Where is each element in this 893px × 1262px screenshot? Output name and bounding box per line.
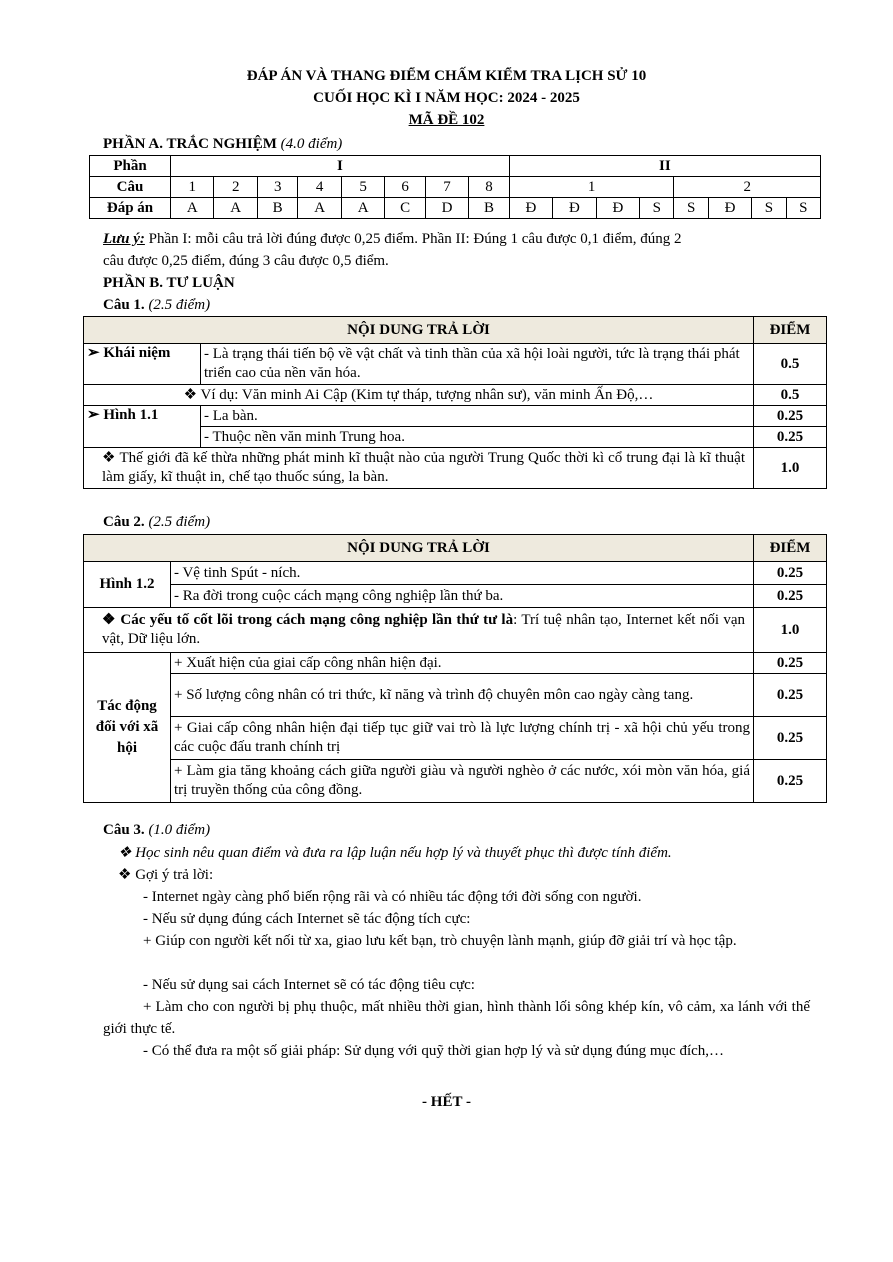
figure-answer: - Thuộc nền văn minh Trung hoa.: [201, 427, 754, 448]
question-cell: 8: [469, 177, 509, 198]
answer-cell: C: [385, 198, 425, 219]
q3-line: + Làm cho con người bị phụ thuộc, mất nhiều thời gian, hình thành lối sông khép kín, vô cảm, xa lánh với thế giới thực tế.: [103, 999, 810, 1037]
score-cell: 0.25: [754, 760, 827, 803]
score-cell: 0.25: [754, 674, 827, 717]
question-cell: 1: [171, 177, 214, 198]
inventions-text: ❖ Thế giới đã kế thừa những phát minh kĩ thuật nào của người Trung Quốc thời kì cổ trung đại là kĩ thuật làm giấy, kĩ thuật in, chế tạo thuốc súng, la bàn.: [84, 448, 754, 489]
table-row: [84, 674, 827, 717]
table-row: [84, 760, 827, 803]
answer-cell: B: [469, 198, 509, 219]
answer-cell: Đ: [509, 198, 552, 219]
row-label: Đáp án: [90, 198, 171, 219]
answer-cell: A: [341, 198, 384, 219]
part-a-heading: PHẦN A. TRẮC NGHIỆM (4.0 điểm): [103, 136, 343, 152]
answer-cell: A: [214, 198, 257, 219]
table-row: [90, 177, 821, 198]
table-row: [84, 653, 827, 674]
q3-line: - Nếu sử dụng đúng cách Internet sẽ tác động tích cực:: [143, 911, 471, 927]
part-b-heading: PHẦN B. TƯ LUẬN: [103, 275, 235, 291]
table-row: [84, 717, 827, 760]
content-header: NỘI DUNG TRẢ LỜI: [84, 317, 754, 344]
concept-text: - Là trạng thái tiến bộ về vật chất và tinh thần của xã hội loài người, tức là trạng thái phát triển cao của nền văn hóa.: [201, 344, 754, 385]
score-cell: 0.5: [754, 385, 827, 406]
question-cell: 3: [257, 177, 297, 198]
q2-table: [83, 534, 827, 803]
answer-cell: Đ: [708, 198, 751, 219]
q2-heading: Câu 2. (2.5 điểm): [103, 514, 211, 530]
q3-line: - Có thể đưa ra một số giải pháp: Sử dụng với quỹ thời gian hợp lý và sử dụng đúng mục đích,…: [143, 1043, 725, 1059]
score-header: ĐIỂM: [754, 535, 827, 562]
content-header: NỘI DUNG TRẢ LỜI: [84, 535, 754, 562]
impact-item: + Xuất hiện của giai cấp công nhân hiện đại.: [171, 653, 754, 674]
end-marker: - HẾT -: [422, 1094, 471, 1110]
answer-cell: S: [752, 198, 786, 219]
example-text: ❖ Ví dụ: Văn minh Ai Cập (Kim tự tháp, tượng nhân sư), văn minh Ấn Độ,…: [84, 385, 754, 406]
table-row: [84, 317, 827, 344]
table-row: [90, 198, 821, 219]
score-cell: 1.0: [754, 608, 827, 653]
impact-label: Tác động đối với xã hội: [84, 653, 171, 803]
table-row: [90, 156, 821, 177]
answer-cell: D: [425, 198, 468, 219]
answer-cell: B: [257, 198, 297, 219]
question-cell: 1: [509, 177, 674, 198]
answer-table: [89, 155, 821, 219]
concept-label: ➢ Khái niệm: [84, 344, 201, 385]
table-row: [84, 385, 827, 406]
q3-line: + Giúp con người kết nối từ xa, giao lưu kết bạn, trò chuyện lành mạnh, giúp đỡ giải trí và học tập.: [143, 933, 737, 949]
question-cell: 2: [214, 177, 257, 198]
figure-label: Hình 1.2: [84, 562, 171, 608]
impact-item: + Làm gia tăng khoảng cách giữa người giàu và người nghèo ở các nước, xói mòn văn hóa, giá trị truyền thống của công đồng.: [171, 760, 754, 803]
core-factors: ❖ Các yếu tố cốt lõi trong cách mạng công nghiệp lần thứ tư là: Trí tuệ nhân tạo, Internet kết nối vạn vật, Dữ liệu lớn.: [84, 608, 754, 653]
impact-item: + Giai cấp công nhân hiện đại tiếp tục giữ vai trò là lực lượng chính trị - xã hội chủ yếu trong các cuộc đấu tranh chính trị: [171, 717, 754, 760]
answer-cell: S: [786, 198, 820, 219]
score-cell: 0.25: [754, 406, 827, 427]
table-row: [84, 562, 827, 585]
row-label: Phần: [90, 156, 171, 177]
score-cell: 1.0: [754, 448, 827, 489]
score-header: ĐIỂM: [754, 317, 827, 344]
question-cell: 7: [425, 177, 468, 198]
question-cell: 6: [385, 177, 425, 198]
answer-cell: Đ: [596, 198, 639, 219]
question-cell: 2: [674, 177, 821, 198]
row-label: Câu: [90, 177, 171, 198]
table-row: [84, 535, 827, 562]
doc-subtitle: CUỐI HỌC KÌ I NĂM HỌC: 2024 - 2025: [313, 90, 580, 106]
note: Lưu ý: Phần I: mỗi câu trả lời đúng được 0,25 điểm. Phần II: Đúng 1 câu được 0,1 điểm, đúng 2: [103, 231, 682, 247]
q1-heading: Câu 1. (2.5 điểm): [103, 297, 211, 313]
answer-cell: A: [298, 198, 341, 219]
q3-hint: ❖ Gợi ý trả lời:: [118, 867, 214, 883]
doc-title: ĐÁP ÁN VÀ THANG ĐIỂM CHẤM KIỂM TRA LỊCH SỬ 10: [246, 68, 647, 84]
q3-line: - Nếu sử dụng sai cách Internet sẽ có tác động tiêu cực:: [143, 977, 475, 993]
score-cell: 0.25: [754, 562, 827, 585]
table-row: [84, 608, 827, 653]
score-cell: 0.25: [754, 717, 827, 760]
answer-cell: S: [674, 198, 708, 219]
part-ii-header: II: [509, 156, 820, 177]
note-line-2: câu được 0,25 điểm, đúng 3 câu được 0,5 điểm.: [103, 253, 389, 269]
answer-cell: Đ: [553, 198, 596, 219]
part-i-header: I: [171, 156, 510, 177]
answer-cell: S: [640, 198, 674, 219]
answer-cell: A: [171, 198, 214, 219]
q3-line: - Internet ngày càng phổ biến rộng rãi và có nhiều tác động tới đời sống con người.: [143, 889, 642, 905]
figure-label: ➢ Hình 1.1: [84, 406, 201, 448]
table-row: [84, 344, 827, 385]
q3-instruction: ❖ Học sinh nêu quan điểm và đưa ra lập luận nếu hợp lý và thuyết phục thì được tính điểm.: [118, 845, 672, 861]
table-row: [84, 406, 827, 427]
score-cell: 0.25: [754, 653, 827, 674]
q3-heading: Câu 3. (1.0 điểm): [103, 822, 211, 838]
table-row: [84, 448, 827, 489]
score-cell: 0.25: [754, 585, 827, 608]
figure-answer: - Ra đời trong cuộc cách mạng công nghiệp lần thứ ba.: [171, 585, 754, 608]
question-cell: 5: [341, 177, 384, 198]
table-row: [84, 585, 827, 608]
score-cell: 0.25: [754, 427, 827, 448]
impact-item: + Số lượng công nhân có tri thức, kĩ năng và trình độ chuyên môn cao ngày càng tang.: [171, 674, 754, 717]
figure-answer: - Vệ tinh Spút - ních.: [171, 562, 754, 585]
q1-table: [83, 316, 827, 489]
exam-code: MÃ ĐỀ 102: [408, 112, 485, 128]
figure-answer: - La bàn.: [201, 406, 754, 427]
question-cell: 4: [298, 177, 341, 198]
score-cell: 0.5: [754, 344, 827, 385]
